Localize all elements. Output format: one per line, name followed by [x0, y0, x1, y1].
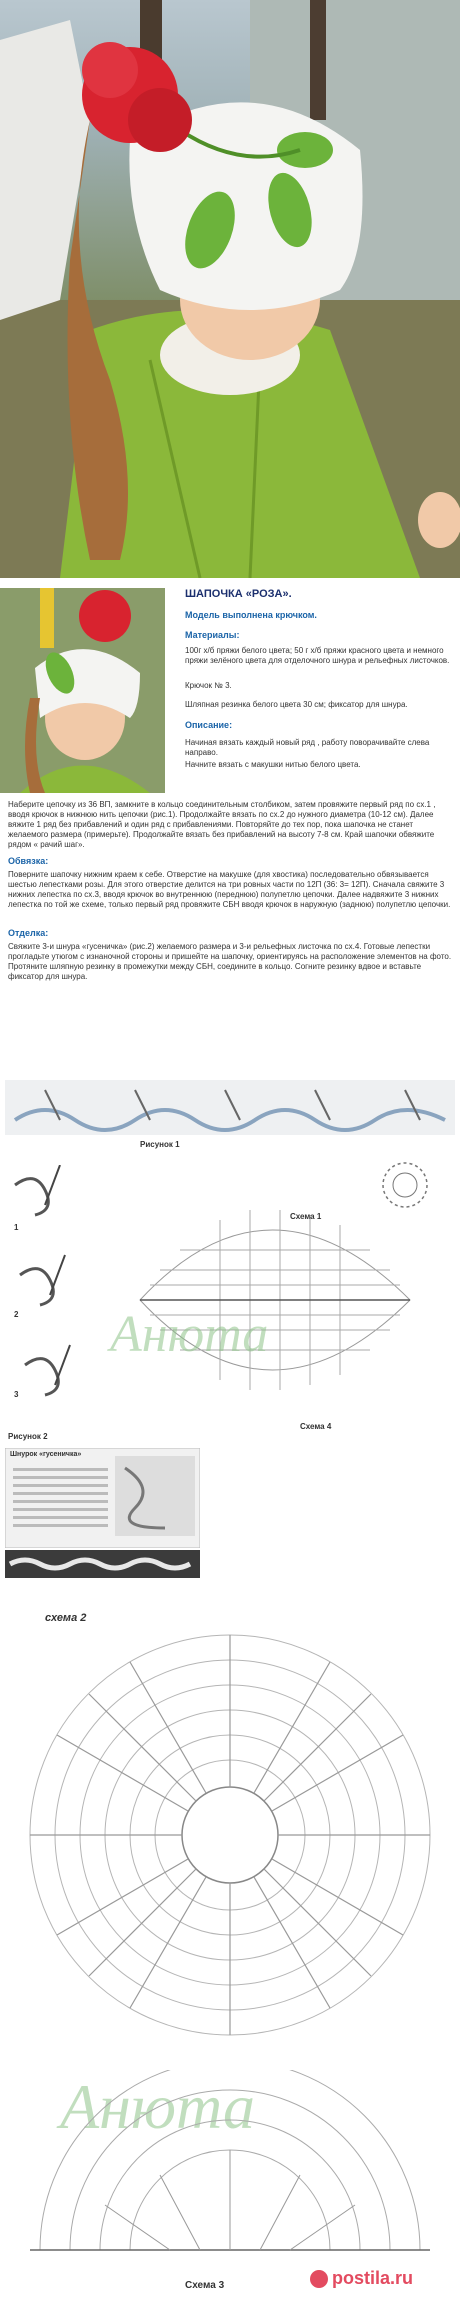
- figure-1-illustration: [5, 1080, 455, 1135]
- postila-logo-icon: [310, 2270, 328, 2288]
- step-number-3: 3: [14, 1390, 19, 1399]
- description-line-1: Начиная вязать каждый новый ряд , работу поворачивайте слева направо.: [185, 738, 430, 757]
- watermark-1: Анюта: [110, 1306, 269, 1363]
- scheme-1-label: Схема 1: [290, 1212, 322, 1221]
- figure-1-label: Рисунок 1: [140, 1140, 180, 1149]
- cord-photo: [5, 1550, 200, 1578]
- pattern-title: ШАПОЧКА «РОЗА».: [185, 588, 292, 600]
- scheme-3-label: Схема 3: [185, 2280, 225, 2291]
- elastic-text: Шляпная резинка белого цвета 30 см; фиксатор для шнура.: [185, 700, 408, 709]
- diagrams-page-1: [0, 1060, 460, 1610]
- cord-heading: Шнурок «гусеничка»: [10, 1451, 82, 1458]
- pattern-description: [0, 578, 460, 1058]
- scheme-3-diagram: [20, 2070, 440, 2260]
- figure-2-illustration: [5, 1165, 80, 1425]
- step-number-2: 2: [14, 1310, 19, 1319]
- scheme-2-label: схема 2: [45, 1612, 87, 1624]
- finishing-heading: Отделка:: [8, 928, 49, 938]
- materials-heading: Материалы:: [185, 630, 240, 640]
- binding-text: Поверните шапочку нижним краем к себе. Отверстие на макушке (для хвостика) последовательно обвязывается шестью лепестками розы. Для этого отверстие делится на три ровных части по 12П (36: 3= 12П). Сначала свяжите 3 нижних лепестка по сх.3, вводя крючок во внутреннюю (переднюю) полупетлю цепочки. Далее надвяжите 3 нижних лепестка по той же схеме, только первый ряд провяжите СБН вводя крючок в наружную (заднюю) полупетлю цепочки.: [8, 870, 451, 909]
- finishing-text: Свяжите 3-и шнура «гусеничка» (рис.2) желаемого размера и 3-и рельефных листочка по сх.4. Готовые лепестки прогладьте утюгом с изнаночной стороны и пришейте на шапочку, ориентируясь на расположение элементов на фото. Протяните шляпную резинку в промежутки между СБН, соедините в кольцо. Согните резинку вдвое и вставьте фиксатор для шнура.: [8, 942, 452, 981]
- diagrams-page-2: [0, 1600, 460, 2309]
- hook-text: Крючок № 3.: [185, 681, 232, 690]
- watermark-2: Анюта: [60, 2071, 255, 2142]
- small-girl-photo: [0, 588, 165, 793]
- materials-text: 100г х/б пряжи белого цвета; 50 г х/б пряжи красного цвета и немного пряжи зелёного цвета для отделочного шнура и рельефных листочков.: [185, 646, 450, 665]
- site-logo[interactable]: [310, 2268, 413, 2289]
- figure-2-label: Рисунок 2: [8, 1432, 48, 1441]
- binding-heading: Обвязка:: [8, 856, 49, 866]
- scheme-4-diagram: [120, 1180, 420, 1420]
- scheme-4-label: Схема 4: [300, 1422, 332, 1431]
- body-text: Наберите цепочку из 36 ВП, замкните в кольцо соединительным столбиком, затем провяжите первый ряд по сх.1 , вводя крючок в нижнюю нить цепочки (рис.1). Продолжайте вязать по сх.2 до нужного диаметра (10-12 см). Далее вяжите 1 ряд без прибавлений и один ряд с прибавлениями. Повторяйте до тех пор, пока шапочка не станет желаемого размера (примерьте). Продолжайте вязать без прибавлений на высоту 7-8 см. Край шапочки обвяжите рядом « рачий шаг».: [8, 800, 436, 849]
- hero-photo: [0, 0, 460, 578]
- pattern-subtitle: Модель выполнена крючком.: [185, 610, 317, 620]
- site-logo-text: postila.ru: [332, 2268, 414, 2288]
- step-number-1: 1: [14, 1223, 19, 1232]
- description-line-2: Начните вязать с макушки нитью белого цвета.: [185, 760, 361, 769]
- cord-instruction-block: [5, 1448, 200, 1548]
- description-heading: Описание:: [185, 720, 233, 730]
- scheme-2-diagram: [20, 1620, 440, 2050]
- girl-in-rose-hat-illustration: [0, 0, 460, 578]
